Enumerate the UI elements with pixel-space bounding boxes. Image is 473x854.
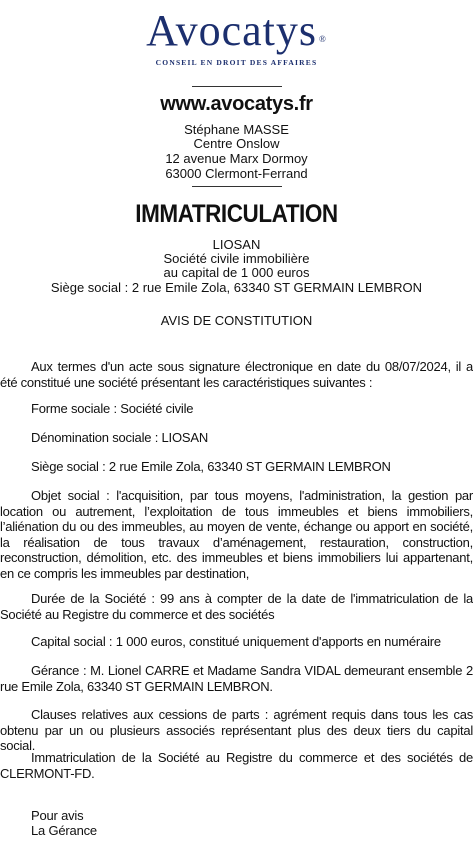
- closing-la-gerance: La Gérance: [31, 823, 97, 838]
- company-name: LIOSAN: [212, 237, 261, 252]
- siege-social: Siège social : 2 rue Emile Zola, 63340 ST GERMAIN LEMBRON: [31, 459, 391, 474]
- notice-heading: AVIS DE CONSTITUTION: [160, 313, 313, 328]
- company-capital: au capital de 1 000 euros: [163, 265, 310, 280]
- duree-societe: Durée de la Société : 99 ans à compter de la date de l'immatriculation de la Société au Registre du commerce et des sociétés: [0, 591, 473, 622]
- website-url: www.avocatys.fr: [160, 93, 313, 115]
- contact-name: Stéphane MASSE: [184, 122, 289, 137]
- divider: [192, 186, 282, 187]
- gerance: Gérance : M. Lionel CARRE et Madame Sandra VIDAL demeurant ensemble 2 rue Emile Zola, 63340 ST GERMAIN LEMBRON.: [0, 663, 473, 694]
- logo-wordmark: Avocatys: [146, 6, 318, 55]
- contact-street: 12 avenue Marx Dormoy: [165, 151, 308, 166]
- forme-sociale: Forme sociale : Société civile: [31, 401, 194, 416]
- immatriculation: Immatriculation de la Société au Registre du commerce et des sociétés de CLERMONT-FD.: [0, 750, 473, 781]
- company-seat: Siège social : 2 rue Emile Zola, 63340 ST GERMAIN LEMBRON: [50, 280, 423, 295]
- avocatys-logo: [0, 6, 473, 56]
- contact-building: Centre Onslow: [193, 136, 280, 151]
- divider: [192, 86, 282, 87]
- capital-social: Capital social : 1 000 euros, constitué uniquement d'apports en numéraire: [31, 634, 441, 649]
- closing-pour-avis: Pour avis: [31, 808, 84, 823]
- denomination-sociale: Dénomination sociale : LIOSAN: [31, 430, 209, 445]
- contact-city: 63000 Clermont-Ferrand: [165, 166, 308, 181]
- registered-mark: ®: [319, 34, 327, 44]
- intro-paragraph: Aux termes d'un acte sous signature électronique en date du 08/07/2024, il a été constitué une société présentant les caractéristiques suivantes :: [0, 359, 473, 390]
- objet-social: Objet social : l'acquisition, par tous moyens, l'administration, la gestion par location ou autrement, l’exploitation de tous immeubles et biens immobiliers, l’aliénation du ou des immeubles, au moyen de vente, échange ou apport en société, la réalisation de tous travaux d’aménagement, restauration, construction, reconstruction, démolition, etc. des immeubles et biens immobiliers lui appartenant, en ce compris les immeubles par destination,: [0, 488, 473, 581]
- notice-title: IMMATRICULATION: [135, 200, 338, 228]
- clauses-cession: Clauses relatives aux cessions de parts : agrément requis dans tous les cas obtenu par un ou plusieurs associés représentant plus des deux tiers du capital social.: [0, 707, 473, 753]
- logo-tagline: CONSEIL EN DROIT DES AFFAIRES: [155, 58, 318, 67]
- company-type: Société civile immobilière: [163, 251, 310, 266]
